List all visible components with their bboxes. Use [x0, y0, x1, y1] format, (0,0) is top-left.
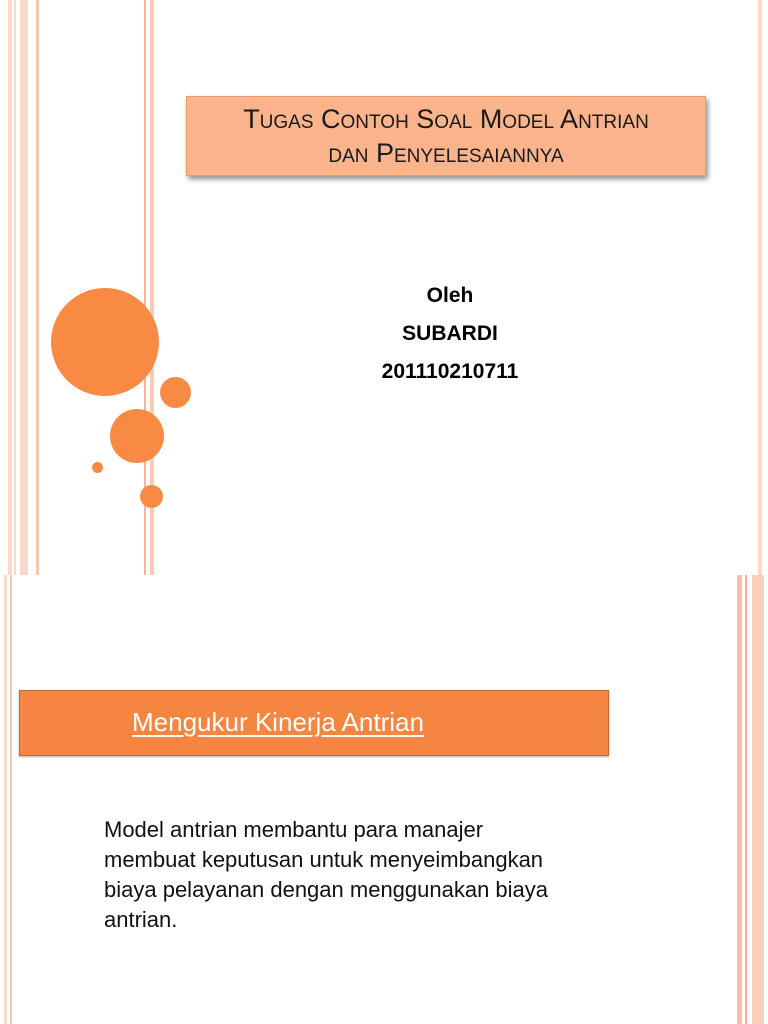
decor-stripe — [8, 0, 12, 575]
decor-stripe — [737, 575, 742, 1024]
author-label: Oleh — [426, 284, 474, 307]
decor-stripe — [10, 575, 12, 1024]
decor-stripe — [752, 575, 764, 1024]
author-id: 201110210711 — [381, 360, 519, 383]
title-line-2: dan Penyelesaiannya — [328, 138, 564, 168]
decor-circle-tiny — [92, 462, 103, 473]
slide-content — [0, 575, 768, 1024]
body-paragraph: Model antrian membantu para manajer membuat keputusan untuk menyeimbangkan biaya pelayanan dengan menggunakan biaya antrian. — [104, 817, 549, 932]
decor-circle-medium — [110, 409, 164, 463]
decor-stripe — [4, 575, 7, 1024]
decor-stripe — [745, 575, 747, 1024]
section-heading: Mengukur Kinerja Antrian — [132, 707, 424, 737]
decor-circle-small — [160, 377, 191, 408]
decor-circle-large — [51, 288, 159, 396]
decor-stripe — [20, 0, 28, 575]
slide-title-box — [186, 96, 706, 176]
author-name: SUBARDI — [402, 322, 498, 345]
decor-stripe — [758, 0, 762, 575]
decor-stripe — [36, 0, 39, 575]
section-heading-box — [19, 690, 609, 756]
title-line-1: Tugas Contoh Soal Model Antrian — [243, 104, 649, 134]
decor-circle-small — [140, 485, 163, 508]
decor-stripe — [14, 0, 16, 575]
